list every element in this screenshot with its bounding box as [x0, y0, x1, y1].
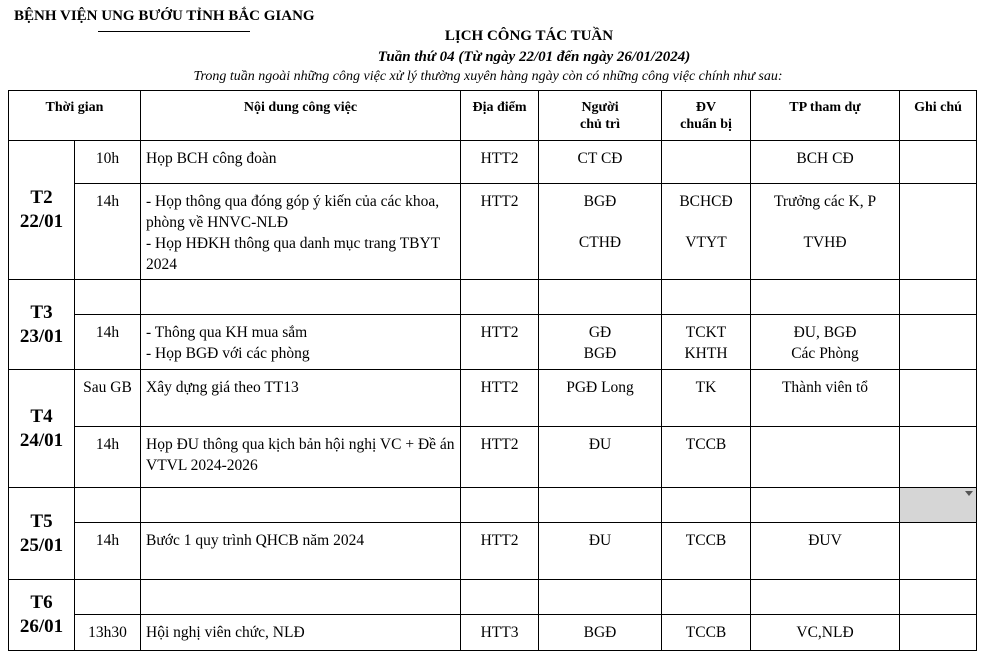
attendees-cell: VC,NLĐ	[751, 615, 900, 651]
day-date: 24/01	[19, 429, 64, 451]
table-row	[9, 427, 977, 488]
day-label: T5	[30, 510, 53, 532]
chair-cell	[539, 184, 662, 280]
day-label: T2	[30, 187, 53, 208]
col-header-prep-line2: chuẩn bị	[680, 117, 732, 132]
day-date: 25/01	[19, 534, 64, 556]
location-cell	[461, 580, 539, 615]
time-cell	[75, 580, 141, 615]
col-header-chair-line2: chủ trì	[579, 117, 621, 132]
attendees-line: TVHĐ	[803, 234, 847, 251]
day-label: T4	[30, 405, 53, 427]
prep-cell: TCCB	[662, 523, 751, 580]
content-cell	[141, 280, 461, 315]
content-line: - Họp BGĐ với các phòng	[146, 345, 310, 362]
table-row	[9, 615, 977, 651]
location-cell: HTT3	[461, 615, 539, 651]
content-cell	[141, 488, 461, 523]
content-cell	[141, 315, 461, 370]
location-cell: HTT2	[461, 315, 539, 370]
time-cell: 14h	[75, 523, 141, 580]
time-cell	[75, 488, 141, 523]
time-cell: 14h	[75, 184, 141, 280]
schedule-table	[8, 90, 977, 651]
prep-cell: TK	[662, 370, 751, 427]
attendees-cell	[751, 184, 900, 280]
attendees-cell	[751, 580, 900, 615]
attendees-line: Các Phòng	[791, 345, 859, 362]
chair-cell: BGĐ	[539, 615, 662, 651]
note-cell	[900, 280, 977, 315]
day-cell	[9, 580, 75, 651]
time-cell: 14h	[75, 315, 141, 370]
attendees-cell: BCH CĐ	[751, 141, 900, 184]
header-row	[9, 91, 977, 141]
col-header-prep	[662, 91, 751, 141]
schedule-intro: Trong tuần ngoài những công việc xử lý thường xuyên hàng ngày còn có những công việc chính như sau:	[193, 69, 783, 84]
prep-line: KHTH	[684, 345, 728, 362]
table-row	[9, 488, 977, 523]
time-cell: Sau GB	[75, 370, 141, 427]
day-cell	[9, 488, 75, 580]
col-header-location: Địa điểm	[461, 91, 539, 141]
day-cell	[9, 280, 75, 370]
prep-cell: TCCB	[662, 615, 751, 651]
note-cell	[900, 141, 977, 184]
note-cell	[900, 315, 977, 370]
chair-line: BGĐ	[583, 345, 617, 362]
day-cell	[9, 370, 75, 488]
col-header-attendees: TP tham dự	[751, 91, 900, 141]
content-cell	[141, 580, 461, 615]
time-cell: 14h	[75, 427, 141, 488]
chair-cell	[539, 280, 662, 315]
prep-cell	[662, 488, 751, 523]
schedule-subtitle: Tuần thứ 04 (Từ ngày 22/01 đến ngày 26/01/2024)	[377, 49, 691, 65]
col-header-chair-line1: Người	[581, 100, 619, 115]
content-cell: Hội nghị viên chức, NLĐ	[141, 615, 461, 651]
col-header-prep-line1: ĐV	[695, 100, 717, 115]
chair-cell: CT CĐ	[539, 141, 662, 184]
location-cell: HTT2	[461, 141, 539, 184]
location-cell	[461, 280, 539, 315]
attendees-line: Trưởng các K, P	[773, 193, 877, 210]
day-date: 22/01	[19, 211, 64, 232]
prep-cell: TCCB	[662, 427, 751, 488]
time-cell: 13h30	[75, 615, 141, 651]
day-date: 26/01	[19, 616, 64, 637]
note-cell	[900, 580, 977, 615]
note-cell	[900, 184, 977, 280]
table-row	[9, 315, 977, 370]
chair-cell	[539, 315, 662, 370]
content-cell: Họp ĐU thông qua kịch bản hội nghị VC + Đề án VTVL 2024-2026	[141, 427, 461, 488]
chair-cell: ĐU	[539, 427, 662, 488]
location-cell: HTT2	[461, 427, 539, 488]
content-line: - Họp thông qua đóng góp ý kiến của các khoa, phòng về HNVC-NLĐ	[146, 193, 440, 231]
chair-line: CTHĐ	[578, 234, 622, 251]
chair-cell: PGĐ Long	[539, 370, 662, 427]
col-header-content: Nội dung công việc	[141, 91, 461, 141]
table-row	[9, 523, 977, 580]
time-cell: 10h	[75, 141, 141, 184]
table-row	[9, 141, 977, 184]
content-cell	[141, 184, 461, 280]
table-row	[9, 580, 977, 615]
prep-cell	[662, 184, 751, 280]
note-cell	[900, 370, 977, 427]
day-label: T6	[30, 592, 53, 613]
organization-name: BỆNH VIỆN UNG BƯỚU TỈNH BẮC GIANG	[14, 8, 315, 24]
content-cell: Họp BCH công đoàn	[141, 141, 461, 184]
prep-cell	[662, 580, 751, 615]
location-cell: HTT2	[461, 523, 539, 580]
note-cell	[900, 615, 977, 651]
day-cell	[9, 141, 75, 280]
prep-line: BCHCĐ	[679, 193, 733, 210]
attendees-cell	[751, 427, 900, 488]
dropdown-arrow-icon[interactable]	[965, 491, 973, 496]
prep-line: TCKT	[685, 324, 727, 341]
content-line: - Họp HĐKH thông qua danh mục trang TBYT 2024	[146, 235, 440, 273]
day-label: T3	[30, 301, 53, 323]
content-cell: Bước 1 quy trình QHCB năm 2024	[141, 523, 461, 580]
chair-line: BGĐ	[583, 193, 617, 210]
attendees-cell	[751, 315, 900, 370]
location-cell	[461, 488, 539, 523]
table-row	[9, 370, 977, 427]
note-cell-selected[interactable]	[900, 488, 977, 523]
content-cell: Xây dựng giá theo TT13	[141, 370, 461, 427]
prep-cell	[662, 141, 751, 184]
location-cell: HTT2	[461, 370, 539, 427]
col-header-chair	[539, 91, 662, 141]
location-cell: HTT2	[461, 184, 539, 280]
chair-cell	[539, 488, 662, 523]
note-cell	[900, 427, 977, 488]
table-row	[9, 184, 977, 280]
attendees-cell: Thành viên tổ	[751, 370, 900, 427]
attendees-line: ĐU, BGĐ	[793, 324, 857, 341]
col-header-notes: Ghi chú	[900, 91, 977, 141]
chair-line: GĐ	[588, 324, 612, 341]
prep-line: VTYT	[685, 234, 727, 251]
table-row	[9, 280, 977, 315]
attendees-cell	[751, 488, 900, 523]
schedule-title: LỊCH CÔNG TÁC TUẦN	[444, 28, 614, 44]
col-header-time: Thời gian	[9, 91, 141, 141]
day-date: 23/01	[19, 325, 64, 347]
attendees-cell: ĐUV	[751, 523, 900, 580]
time-cell	[75, 280, 141, 315]
attendees-cell	[751, 280, 900, 315]
note-cell	[900, 523, 977, 580]
chair-cell	[539, 580, 662, 615]
prep-cell	[662, 280, 751, 315]
chair-cell: ĐU	[539, 523, 662, 580]
prep-cell	[662, 315, 751, 370]
content-line: - Thông qua KH mua sắm	[146, 324, 308, 341]
